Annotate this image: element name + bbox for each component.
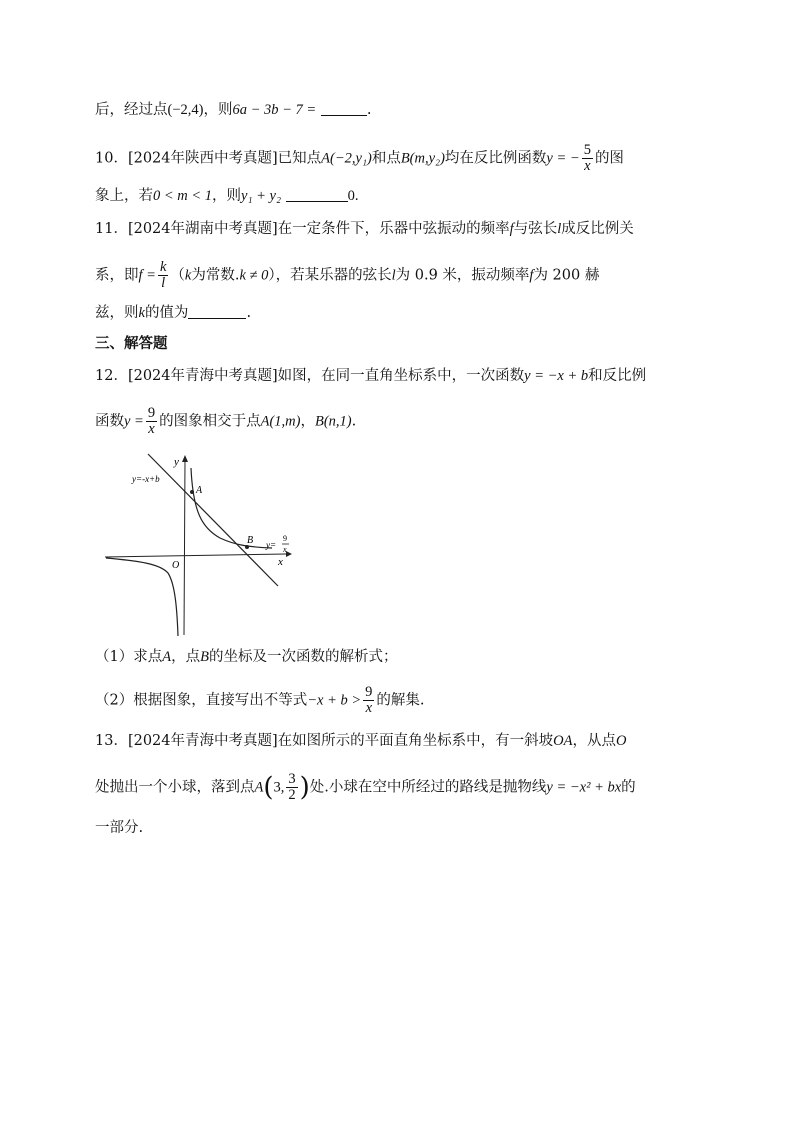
- right-paren: ): [299, 772, 310, 803]
- q10-sum: y₁ + y₂: [241, 188, 282, 204]
- q12-text: 如图，在同一直角坐标系中，一次函数: [277, 368, 525, 384]
- q10-condition: 0 < m < 1: [153, 188, 213, 204]
- q11-var-f: f: [529, 267, 534, 284]
- q12-line-1: [95, 366, 646, 386]
- q9-point: (−2,4): [167, 102, 204, 118]
- q12-text: 和反比例: [588, 368, 647, 384]
- q10-fraction: [582, 143, 593, 174]
- q11-text: 为 0.9 米，振动频率: [395, 267, 530, 284]
- q11-answer-blank[interactable]: [188, 304, 246, 319]
- point-b-label: B: [247, 535, 254, 546]
- q13-parabola: y = −x² + bx: [546, 779, 622, 796]
- q12-point-b: B(n,1): [314, 413, 352, 430]
- q10-text: ，则: [212, 188, 242, 204]
- function-graph-figure: [100, 450, 300, 640]
- q12-sub1-text: ，点: [171, 649, 201, 665]
- q12-sub1-text: 的坐标及一次函数的解析式；: [208, 649, 398, 665]
- frac-denominator: x: [148, 421, 155, 437]
- q13-fraction: [286, 772, 297, 803]
- q11-number: 11．: [95, 221, 128, 237]
- q11-line-2: [95, 260, 599, 291]
- curve-label-denominator: x: [283, 545, 287, 554]
- q12-sub1-text: （1）求点: [95, 649, 163, 665]
- hyperbola-branch-first-quadrant: [191, 468, 272, 548]
- line-label: y=-x+b: [132, 474, 160, 484]
- frac-denominator: x: [584, 158, 591, 174]
- q10-text: 均在反比例函数: [444, 150, 547, 167]
- q13-line-2: [95, 772, 636, 803]
- q11-text: .: [246, 305, 252, 321]
- q11-source-tag: [2024年湖南中考真题]: [127, 221, 278, 237]
- frac-denominator: x: [365, 700, 372, 716]
- point-a-label: A: [196, 485, 203, 496]
- x-axis: [105, 554, 286, 557]
- q13-text: 处抛出一个小球，落到点: [95, 779, 255, 796]
- q11-text: 的值为: [144, 305, 189, 321]
- q9-text-b: ，则: [203, 102, 233, 118]
- q11-text: 与弦长: [513, 221, 558, 237]
- q10-source-tag: [2024年陕西中考真题]: [127, 150, 278, 167]
- q10-text: 0.: [347, 188, 359, 204]
- q9-end: .: [366, 102, 372, 118]
- frac-numerator: 9: [147, 405, 156, 421]
- q12-fraction: [146, 406, 157, 437]
- frac-numerator: 9: [365, 684, 373, 700]
- q12-line-2: [95, 406, 356, 437]
- frac-denominator: 2: [288, 787, 296, 803]
- q10-line-2: [95, 186, 359, 206]
- q11-text: 成反比例关: [561, 221, 634, 237]
- x-axis-label: x: [278, 556, 283, 568]
- q12-formula: y =: [124, 413, 144, 430]
- q13-text: 在如图所示的平面直角坐标系中，有一斜坡: [277, 733, 554, 749]
- q12-sub2-fraction: [363, 685, 374, 716]
- q9-text-a: 后，经过点: [95, 102, 168, 118]
- frac-denominator: l: [161, 275, 166, 291]
- q10-point-b: B(m,y₂): [400, 150, 445, 167]
- q13-number: 13．: [95, 733, 128, 749]
- q11-text: ），若某乐器的弦长: [268, 267, 392, 284]
- q11-text: 在一定条件下，乐器中弦振动的频率: [277, 221, 510, 237]
- q13-coord-x: 3,: [273, 779, 285, 796]
- origin-label: O: [172, 560, 180, 571]
- frac-numerator: 5: [583, 142, 591, 158]
- linear-function-line: [148, 454, 278, 586]
- x-axis-arrow: [286, 551, 292, 557]
- y-axis: [184, 460, 185, 635]
- q13-line-3: [95, 818, 143, 838]
- q13-text: 的: [621, 779, 636, 796]
- q11-fraction: [158, 260, 168, 291]
- q12-text: 函数: [95, 413, 124, 430]
- q13-text: 处.小球在空中所经过的路线是抛物线: [309, 779, 547, 796]
- q12-sub1-var: A: [162, 649, 172, 665]
- q12-text: ，: [300, 413, 315, 430]
- q11-text: 兹，则: [95, 305, 139, 321]
- q10-text: 和点: [371, 150, 401, 167]
- q12-point-a: A(1,m): [260, 413, 301, 430]
- q13-source-tag: [2024年青海中考真题]: [127, 733, 278, 749]
- q12-text: 的图象相交于点: [159, 413, 261, 430]
- q13-point-a: A: [254, 779, 264, 796]
- q12-sub2: [95, 685, 425, 716]
- q12-text: .: [351, 413, 357, 430]
- q10-text: 象上，若: [95, 188, 153, 204]
- q11-text: （: [170, 267, 185, 284]
- q12-inequality: −x + b >: [307, 692, 362, 709]
- q11-var-k: k: [138, 305, 145, 321]
- q13-line-1: [95, 731, 627, 751]
- q11-k-condition: k ≠ 0: [239, 267, 269, 284]
- q9-answer-blank[interactable]: [321, 101, 367, 116]
- hyperbola-branch-third-quadrant: [106, 558, 178, 636]
- q9-expression: 6a − 3b − 7 =: [232, 102, 317, 118]
- q11-text: 为常数.: [191, 267, 240, 284]
- q13-point-o: O: [616, 733, 627, 749]
- q10-line-1: [95, 143, 624, 174]
- q11-formula: f =: [138, 267, 156, 284]
- q12-source-tag: [2024年青海中考真题]: [127, 368, 278, 384]
- q10-point-a: A(−2,y₁): [321, 150, 372, 167]
- curve-label-numerator: 9: [283, 534, 287, 543]
- q11-text: 为 200 赫: [533, 267, 600, 284]
- q12-sub1: [95, 647, 397, 667]
- q11-var-k: k: [184, 267, 192, 284]
- y-axis-arrow: [182, 455, 188, 462]
- q11-var-l: l: [391, 267, 396, 284]
- q12-sub2-text: 的解集.: [376, 692, 425, 709]
- q10-function: y = −: [546, 150, 580, 167]
- section-heading: 三、解答题: [95, 336, 168, 352]
- curve-label: y=: [266, 540, 277, 550]
- point-a-dot: [190, 490, 194, 494]
- frac-numerator: k: [159, 259, 167, 275]
- q12-sub2-text: （2）根据图象，直接写出不等式: [95, 692, 308, 709]
- q11-line-1: [95, 219, 634, 239]
- q10-number: 10．: [95, 150, 128, 167]
- q12-linear-function: y = −x + b: [524, 368, 589, 384]
- q9-tail-line: [95, 100, 371, 120]
- q10-text: 的图: [594, 150, 624, 167]
- q10-text: 已知点: [277, 150, 322, 167]
- q11-var-f: f: [509, 221, 514, 237]
- q13-text: 一部分.: [95, 820, 144, 836]
- q13-text: ，从点: [572, 733, 617, 749]
- y-axis-label: y: [174, 456, 179, 468]
- q12-sub1-var: B: [200, 649, 209, 665]
- q11-var-l: l: [557, 221, 562, 237]
- frac-numerator: 3: [288, 771, 296, 787]
- q11-text: 系，即: [95, 267, 139, 284]
- left-paren: (: [263, 772, 274, 803]
- q12-number: 12．: [95, 368, 128, 384]
- q11-line-3: [95, 303, 251, 323]
- q13-slope-oa: OA: [553, 733, 573, 749]
- q10-answer-blank[interactable]: [286, 187, 348, 202]
